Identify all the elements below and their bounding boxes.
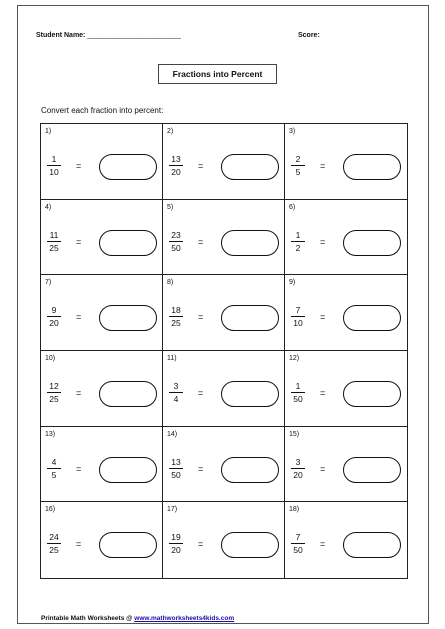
numerator: 11 [49,229,59,240]
problem-number: 15) [289,430,300,438]
problem-cell [285,200,407,276]
problem-number: 14) [167,430,178,438]
problem-number: 10) [45,354,56,362]
fraction [291,532,305,555]
answer-box[interactable] [343,154,401,180]
answer-box[interactable] [221,457,279,483]
equals-sign: = [76,161,82,171]
problem-number: 7) [45,279,52,287]
problem-cell [41,351,163,427]
problem-number: 3) [289,128,296,135]
problem-number: 13) [45,430,56,438]
problem-number: 17) [167,506,178,514]
problem-cell [163,502,285,578]
footer [41,615,234,622]
equals-sign: = [198,161,204,171]
answer-box[interactable] [343,230,401,256]
equals-sign: = [198,236,204,247]
denominator: 50 [171,242,181,253]
problem-cell [163,351,285,427]
answer-box[interactable] [221,305,279,331]
denominator: 50 [293,545,303,556]
equals-sign: = [76,312,82,323]
denominator: 50 [293,393,303,404]
answer-box[interactable] [99,305,157,331]
numerator: 18 [171,305,181,316]
numerator: 12 [49,380,59,391]
fraction [169,230,183,253]
problem-number: 16) [45,506,56,514]
problem-number: 9) [289,279,296,287]
numerator: 13 [171,456,181,467]
numerator: 23 [171,229,181,240]
fraction-bar [169,468,183,469]
fraction-bar [291,543,305,544]
equals-sign: = [198,387,204,398]
fraction [169,154,183,177]
answer-box[interactable] [99,230,157,256]
worksheet-page [17,5,429,624]
student-name-field [36,32,181,39]
numerator: 7 [295,305,301,316]
answer-box[interactable] [343,305,401,331]
problem-cell [285,427,407,503]
denominator: 20 [171,167,181,177]
problem-number: 12) [289,354,300,362]
denominator: 25 [49,545,59,556]
problem-cell [41,200,163,276]
fraction [169,532,183,555]
fraction-bar [169,165,183,166]
student-name-label: Student Name: [36,32,86,39]
equals-sign: = [320,161,326,171]
denominator: 20 [171,545,181,556]
denominator: 25 [171,318,181,329]
equals-sign: = [76,387,82,398]
denominator: 4 [173,393,179,404]
numerator: 1 [295,229,301,240]
problem-cell [163,200,285,276]
answer-box[interactable] [343,457,401,483]
fraction [169,305,183,328]
problem-cell [41,124,163,200]
problem-number: 2) [167,128,174,135]
instructions: Convert each fraction into percent: [41,106,164,115]
problem-cell [285,351,407,427]
fraction-bar [291,241,305,242]
fraction-bar [47,543,61,544]
problem-cell [285,124,407,200]
numerator: 1 [51,154,57,164]
denominator: 50 [171,469,181,480]
fraction-bar [47,316,61,317]
fraction-bar [47,468,61,469]
answer-box[interactable] [221,154,279,180]
worksheet-title: Fractions into Percent [158,64,277,84]
denominator: 20 [49,318,59,329]
equals-sign: = [198,312,204,323]
equals-sign: = [320,236,326,247]
problem-cell [41,427,163,503]
equals-sign: = [320,387,326,398]
score-label: Score: [298,32,320,39]
numerator: 7 [295,532,301,543]
numerator: 24 [49,532,59,543]
numerator: 3 [173,380,179,391]
problem-number: 4) [45,203,52,211]
fraction [291,457,305,480]
denominator: 25 [49,242,59,253]
problem-number: 11) [167,354,177,362]
denominator: 10 [49,167,59,177]
answer-box[interactable] [99,381,157,407]
fraction-bar [291,165,305,166]
fraction-bar [291,468,305,469]
numerator: 13 [171,154,181,164]
answer-box[interactable] [221,381,279,407]
problem-cell [41,502,163,578]
denominator: 5 [51,469,57,480]
equals-sign: = [76,463,82,474]
answer-box[interactable] [343,532,401,558]
fraction [47,457,61,480]
problem-grid [40,123,408,579]
fraction [47,305,61,328]
answer-box[interactable] [99,154,157,180]
fraction [47,154,61,177]
problem-cell [163,124,285,200]
equals-sign: = [198,539,204,550]
fraction-bar [291,392,305,393]
student-name-line: ________________________ [87,32,181,39]
numerator: 3 [295,456,301,467]
fraction [291,230,305,253]
problem-number: 8) [167,279,174,287]
problem-number: 5) [167,203,174,211]
equals-sign: = [320,463,326,474]
fraction-bar [47,165,61,166]
numerator: 2 [295,154,301,164]
fraction [47,381,61,404]
fraction [47,532,61,555]
problem-number: 18) [289,506,300,514]
fraction [169,457,183,480]
numerator: 19 [171,532,181,543]
equals-sign: = [198,463,204,474]
denominator: 10 [293,318,303,329]
footer-text: Printable Math Worksheets @ [41,615,135,622]
equals-sign: = [320,539,326,550]
equals-sign: = [76,236,82,247]
denominator: 20 [293,469,303,480]
fraction [47,230,61,253]
fraction [291,305,305,328]
denominator: 5 [295,167,301,177]
numerator: 4 [51,456,57,467]
equals-sign: = [76,539,82,550]
answer-box[interactable] [99,457,157,483]
numerator: 9 [51,305,57,316]
problem-cell [285,275,407,351]
numerator: 1 [295,380,301,391]
fraction-bar [169,543,183,544]
denominator: 2 [295,242,301,253]
problem-number: 1) [45,128,52,135]
answer-box[interactable] [221,532,279,558]
denominator: 25 [49,393,59,404]
fraction [169,381,183,404]
fraction-bar [169,316,183,317]
equals-sign: = [320,312,326,323]
fraction [291,381,305,404]
fraction [291,154,305,177]
problem-cell [163,427,285,503]
fraction-bar [169,392,183,393]
problem-number: 6) [289,203,296,211]
problem-cell [41,275,163,351]
fraction-bar [291,316,305,317]
answer-box[interactable] [221,230,279,256]
fraction-bar [169,241,183,242]
footer-link[interactable]: www.mathworksheets4kids.com [134,615,235,622]
problem-cell [285,502,407,578]
fraction-bar [47,392,61,393]
answer-box[interactable] [99,532,157,558]
answer-box[interactable] [343,381,401,407]
problem-cell [163,275,285,351]
fraction-bar [47,241,61,242]
